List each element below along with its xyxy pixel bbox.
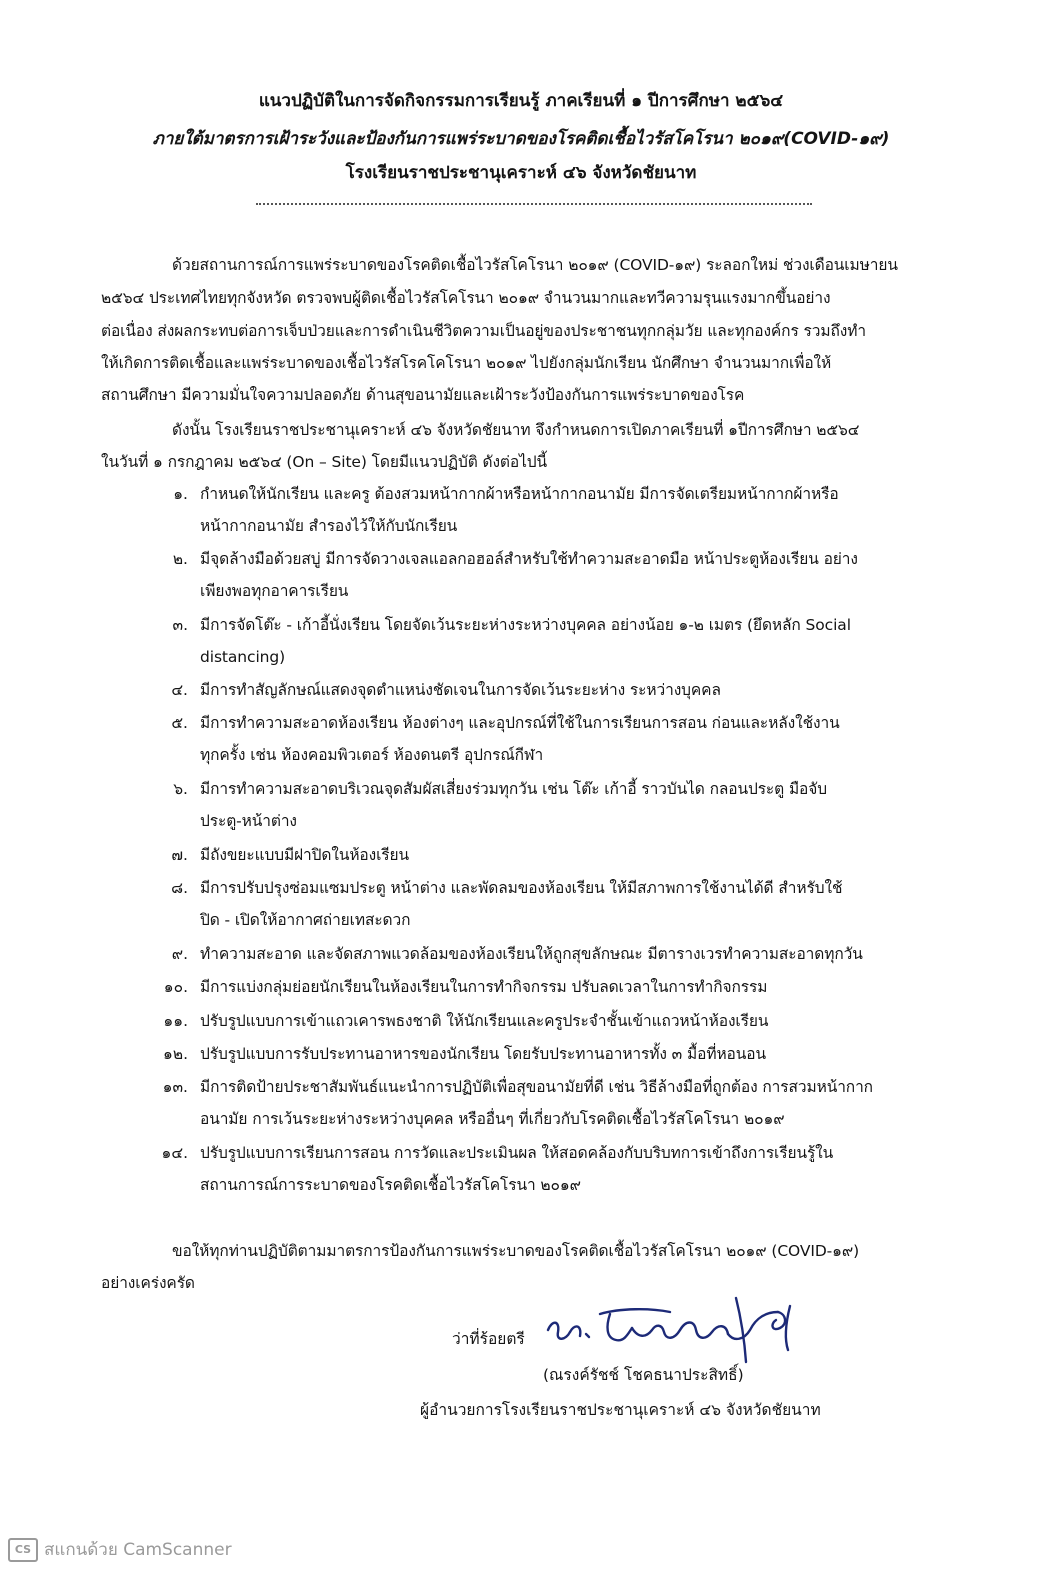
item-5-line-2: ทุกครั้ง เช่น ห้องคอมพิวเตอร์ ห้องดนตรี อุปกรณ์กีฬา [200, 746, 544, 764]
intro-line-3: ต่อเนื่อง ส่งผลกระทบต่อการเจ็บป่วยและการดำเนินชีวิตความเป็นอยู่ของประชาชนทุกกลุ่มวัย และทุกองค์กร รวมถึงทำ [101, 322, 867, 340]
intro-line-1: ด้วยสถานการณ์การแพร่ระบาดของโรคติดเชื้อไวรัสโคโรนา ๒๐๑๙ (COVID-๑๙) ระลอกใหม่ ช่วงเดือนเมษายน [172, 256, 898, 274]
doc-title-line-1: แนวปฏิบัติในการจัดกิจกรรมการเรียนรู้ ภาคเรียนที่ ๑ ปีการศึกษา ๒๕๖๔ [258, 91, 784, 111]
camscanner-text: สแกนด้วย CamScanner [44, 1540, 232, 1560]
item-14-line-2: สถานการณ์การระบาดของโรคติดเชื้อไวรัสโคโรนา ๒๐๑๙ [200, 1176, 581, 1194]
item-10-line-1: มีการแบ่งกลุ่มย่อยนักเรียนในห้องเรียนในการทำกิจกรรม ปรับลดเวลาในการทำกิจกรรม [200, 978, 768, 996]
camscanner-footer [8, 1536, 232, 1563]
signer-position: ผู้อำนวยการโรงเรียนราชประชานุเคราะห์ ๔๖ จังหวัดชัยนาท [420, 1401, 821, 1419]
intro-line-2: ๒๕๖๔ ประเทศไทยทุกจังหวัด ตรวจพบผู้ติดเชื้อไวรัสโคโรนา ๒๐๑๙ จำนวนมากและทวีความรุนแรงมากขึ้นอย่าง [101, 289, 831, 307]
item-13-line-1: มีการติดป้ายประชาสัมพันธ์แนะนำการปฏิบัติเพื่อสุขอนามัยที่ดี เช่น วิธีล้างมือที่ถูกต้อง การสวมหน้ากาก [200, 1078, 873, 1096]
item-13-line-2: อนามัย การเว้นระยะห่างระหว่างบุคคล หรืออื่นๆ ที่เกี่ยวกับโรคติดเชื้อไวรัสโคโรนา ๒๐๑๙ [200, 1110, 785, 1128]
intro-line-4: ให้เกิดการติดเชื้อและแพร่ระบาดของเชื้อไวรัสโรคโคโรนา ๒๐๑๙ ไปยังกลุ่มนักเรียน นักศึกษา จำนวนมากเพื่อให้ [101, 354, 832, 372]
dotted-divider [256, 203, 812, 205]
intro-line-5: สถานศึกษา มีความมั่นใจความปลอดภัย ด้านสุขอนามัยและเฝ้าระวังป้องกันการแพร่ระบาดของโรค [101, 386, 745, 404]
announce-line-2: ในวันที่ ๑ กรกฎาคม ๒๕๖๔ (On – Site) โดยมีแนวปฏิบัติ ดังต่อไปนี้ [101, 453, 548, 471]
camscanner-logo-icon: CS [8, 1538, 38, 1562]
item-number: ๘. [171, 879, 188, 897]
closing-line-1: ขอให้ทุกท่านปฏิบัติตามมาตรการป้องกันการแพร่ระบาดของโรคติดเชื้อไวรัสโคโรนา ๒๐๑๙ (COVID-๑๙) [172, 1242, 860, 1260]
item-number: ๑๑. [163, 1012, 188, 1030]
item-number: ๔. [171, 681, 188, 699]
item-number: ๑๓. [162, 1078, 188, 1096]
item-number: ๕. [171, 714, 188, 732]
announce-line-1: ดังนั้น โรงเรียนราชประชานุเคราะห์ ๔๖ จังหวัดชัยนาท จึงกำหนดการเปิดภาคเรียนที่ ๑ปีการศึกษา ๒๕๖๔ [172, 421, 860, 439]
item-number: ๗. [171, 846, 188, 864]
item-number: ๑๒. [163, 1045, 188, 1063]
item-3-line-2: distancing) [200, 648, 286, 666]
handwritten-signature [540, 1290, 810, 1370]
item-11-line-1: ปรับรูปแบบการเข้าแถวเคารพธงชาติ ให้นักเรียนและครูประจำชั้นเข้าแถวหน้าห้องเรียน [200, 1012, 769, 1030]
doc-title-line-3: โรงเรียนราชประชานุเคราะห์ ๔๖ จังหวัดชัยนาท [345, 163, 697, 183]
item-number: ๑๐. [163, 978, 188, 996]
item-7-line-1: มีถังขยะแบบมีฝาปิดในห้องเรียน [200, 846, 410, 864]
item-1-line-2: หน้ากากอนามัย สำรองไว้ให้กับนักเรียน [200, 517, 458, 535]
item-3-line-1: มีการจัดโต๊ะ - เก้าอี้นั่งเรียน โดยจัดเว้นระยะห่างระหว่างบุคคล อย่างน้อย ๑-๒ เมตร (ยึดหลัก Social [200, 616, 851, 634]
doc-title-line-2: ภายใต้มาตรการเฝ้าระวังและป้องกันการแพร่ระบาดของโรคติดเชื้อไวรัสโคโรนา ๒๐๑๙(COVID-๑๙) [152, 129, 890, 149]
item-2-line-1: มีจุดล้างมือด้วยสบู่ มีการจัดวางเจลแอลกอฮอล์สำหรับใช้ทำความสะอาดมือ หน้าประตูห้องเรียน อย่าง [200, 550, 858, 568]
item-number: ๑. [173, 485, 188, 503]
item-number: ๖. [173, 780, 188, 798]
item-5-line-1: มีการทำความสะอาดห้องเรียน ห้องต่างๆ และอุปกรณ์ที่ใช้ในการเรียนการสอน ก่อนและหลังใช้งาน [200, 714, 840, 732]
item-9-line-1: ทำความสะอาด และจัดสภาพแวดล้อมของห้องเรียนให้ถูกสุขลักษณะ มีตารางเวรทำความสะอาดทุกวัน [200, 945, 863, 963]
item-8-line-1: มีการปรับปรุงซ่อมแซมประตู หน้าต่าง และพัดลมของห้องเรียน ให้มีสภาพการใช้งานได้ดี สำหรับใช้ [200, 879, 843, 897]
signer-rank: ว่าที่ร้อยตรี [452, 1330, 525, 1348]
item-number: ๑๔. [161, 1144, 188, 1162]
item-6-line-1: มีการทำความสะอาดบริเวณจุดสัมผัสเสี่ยงร่วมทุกวัน เช่น โต๊ะ เก้าอี้ ราวบันได กลอนประตู มือจับ [200, 780, 827, 798]
item-6-line-2: ประตู-หน้าต่าง [200, 812, 297, 830]
item-12-line-1: ปรับรูปแบบการรับประทานอาหารของนักเรียน โดยรับประทานอาหารทั้ง ๓ มื้อที่หอนอน [200, 1045, 766, 1063]
closing-line-2: อย่างเคร่งครัด [101, 1274, 195, 1292]
signer-name: (ณรงค์รัชช์ โชคธนาประสิทธิ์) [543, 1366, 744, 1384]
item-2-line-2: เพียงพอทุกอาคารเรียน [200, 582, 349, 600]
item-number: ๒. [172, 550, 188, 568]
item-8-line-2: ปิด - เปิดให้อากาศถ่ายเทสะดวก [200, 911, 411, 929]
item-14-line-1: ปรับรูปแบบการเรียนการสอน การวัดและประเมินผล ให้สอดคล้องกับบริบทการเข้าถึงการเรียนรู้ใน [200, 1144, 834, 1162]
item-4-line-1: มีการทำสัญลักษณ์แสดงจุดตำแหน่งชัดเจนในการจัดเว้นระยะห่าง ระหว่างบุคคล [200, 681, 721, 699]
item-1-line-1: กำหนดให้นักเรียน และครู ต้องสวมหน้ากากผ้าหรือหน้ากากอนามัย มีการจัดเตรียมหน้ากากผ้าหรือ [200, 485, 839, 503]
item-number: ๓. [172, 616, 188, 634]
item-number: ๙. [171, 945, 188, 963]
